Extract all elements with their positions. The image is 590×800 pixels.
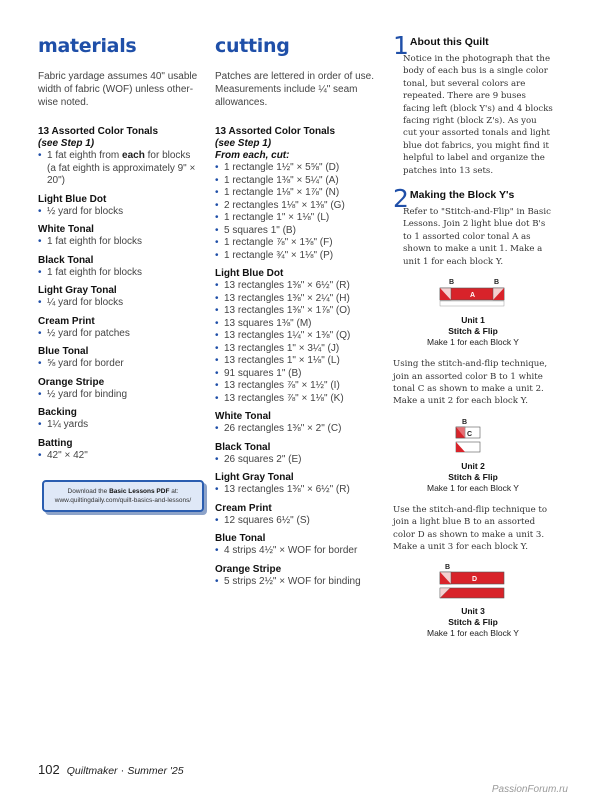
- materials-group: [38, 406, 198, 432]
- materials-group: [38, 345, 198, 371]
- step-title: Making the Block Y's: [409, 189, 515, 202]
- unit-3-method: Stitch & Flip: [448, 617, 498, 628]
- group-title: Orange Stripe: [215, 563, 282, 575]
- unit-3-note: Make 1 for each Block Y: [427, 628, 519, 639]
- unit-3-label-b: B: [445, 564, 451, 572]
- list-item: • 1 fat eighth for blocks: [38, 267, 198, 280]
- cutting-group: [215, 471, 385, 497]
- group-title: Backing: [38, 407, 77, 418]
- group-subtitle: (see Step 1): [38, 138, 95, 149]
- group-title: White Tonal: [215, 411, 271, 422]
- list-item: • 1 rectangle 1⅛" × 1⅞" (N): [215, 187, 385, 200]
- list-item: • 1¼ yards: [38, 419, 198, 432]
- download-suffix: at:: [171, 488, 179, 495]
- unit-1-method: Stitch & Flip: [448, 326, 498, 337]
- group-title: Light Gray Tonal: [38, 285, 117, 296]
- list-item: • 5 strips 2½" × WOF for binding: [215, 576, 385, 589]
- list-item: • 4 strips 4½" × WOF for border: [215, 545, 385, 558]
- list-item: • 1 rectangle 1½" × 5⅝" (D): [215, 162, 385, 175]
- unit-1-diagram: [393, 276, 553, 348]
- group-title: Blue Tonal: [38, 346, 89, 357]
- materials-group: [38, 254, 198, 280]
- step-1: [393, 31, 553, 177]
- unit-3-instructions: Use the stitch-and-flip technique to join a light blue B to an assorted color D as shown to make a unit 3. Make a unit 3 for each block Y.: [393, 504, 548, 552]
- list-item: • 42" × 42": [38, 450, 198, 463]
- list-item: • 13 squares 1⅜" (M): [215, 318, 385, 331]
- watermark: PassionForum.ru: [491, 784, 568, 795]
- unit-2-diagram: [393, 416, 553, 494]
- group-title: Black Tonal: [38, 254, 94, 266]
- list-item: • 2 rectangles 1⅛" × 1⅜" (G): [215, 200, 385, 213]
- materials-group: [38, 223, 198, 249]
- list-item: • ½ yard for binding: [38, 389, 198, 402]
- unit-2-note: Make 1 for each Block Y: [427, 482, 519, 493]
- materials-group: [38, 284, 198, 310]
- group-title: Light Blue Dot: [38, 193, 107, 205]
- unit-3-illustration: [393, 561, 553, 601]
- step-title: About this Quilt: [409, 36, 489, 48]
- cutting-group: [215, 125, 385, 262]
- magazine-name: Quiltmaker: [66, 765, 118, 777]
- materials-heading: materials: [38, 35, 137, 57]
- list-item: • 13 rectangles 1" × 1⅛" (L): [215, 355, 385, 368]
- materials-group: [38, 125, 198, 188]
- unit-2-instructions: Using the stitch-and-flip technique, join an assorted color B to 1 white tonal C as shown to make a unit 2. Make a unit 2 for each block Y.: [393, 359, 548, 407]
- footer-separator: ·: [117, 765, 128, 777]
- cutting-intro: Patches are lettered in order of use. Measurements include ¼" seam allowances.: [215, 71, 374, 108]
- step-text: Notice in the photograph that the body of each bus is a single color tonal, but several colors are repeated. There are 9 buses facing left (block Y's) and 4 blocks facing right (block Z's). As you cut your assorted tonals and light blue dot fabrics, you might find it helpful to label and organize the patches into 13 sets.: [403, 54, 553, 176]
- group-title: Cream Print: [38, 315, 95, 327]
- unit-1-label-b-left: B: [449, 279, 455, 287]
- unit-3-diagram: [393, 561, 553, 639]
- download-bold: Basic Lessons PDF: [109, 488, 170, 495]
- cutting-heading: cutting: [215, 35, 290, 57]
- list-item: • 13 rectangles 1⅜" × 6½" (R): [215, 280, 385, 293]
- list-item: • ½ yard for patches: [38, 328, 198, 341]
- group-subtitle-2: From each, cut:: [215, 150, 290, 161]
- group-title: Light Blue Dot: [215, 268, 284, 279]
- group-title: 13 Assorted Color Tonals: [215, 126, 336, 137]
- unit-1-name: Unit 1: [461, 315, 485, 326]
- unit-2-method: Stitch & Flip: [448, 471, 498, 482]
- cutting-group: [215, 532, 385, 558]
- unit-2-label-c: C: [467, 430, 473, 438]
- cutting-group: [215, 267, 385, 405]
- list-item: • 13 rectangles 1¼" × 1⅜" (Q): [215, 330, 385, 343]
- list-item: • ¼ yard for blocks: [38, 297, 198, 310]
- download-prefix: Download the: [67, 488, 108, 495]
- materials-group: [38, 437, 198, 463]
- unit-1-note: Make 1 for each Block Y: [427, 337, 519, 348]
- cutting-group: [215, 563, 385, 589]
- list-item: • 5 squares 1" (B): [215, 225, 385, 238]
- list-item: • 13 rectangles 1⅜" × 6½" (R): [215, 484, 385, 497]
- group-title: Orange Stripe: [38, 376, 105, 388]
- list-item: • ⅝ yard for border: [38, 358, 198, 371]
- download-box: [42, 480, 204, 512]
- group-title: Blue Tonal: [215, 533, 266, 544]
- unit-2-name: Unit 2: [461, 460, 485, 471]
- list-item: • 1 rectangle ¾" × 1⅛" (P): [215, 250, 385, 263]
- list-item: • 12 squares 6½" (S): [215, 515, 385, 528]
- list-item: • 13 rectangles ⅞" × 1⅛" (K): [215, 393, 385, 406]
- unit-3-patch-finished: [440, 588, 504, 598]
- unit-3-label-d: D: [472, 576, 478, 584]
- step-number: 1: [393, 31, 409, 60]
- list-item: • 26 rectangles 1⅜" × 2" (C): [215, 423, 385, 436]
- group-title: White Tonal: [38, 224, 94, 235]
- group-title: Cream Print: [215, 502, 272, 514]
- list-item: • 1 rectangle 1⅜" × 5¼" (A): [215, 175, 385, 188]
- step-number: 2: [393, 184, 409, 214]
- unit-3-name: Unit 3: [461, 606, 485, 617]
- list-item: • 13 rectangles 1⅜" × 1⅞" (O): [215, 305, 385, 318]
- group-subtitle: (see Step 1): [215, 138, 272, 149]
- list-item: • 13 rectangles 1⅜" × 2¼" (H): [215, 293, 385, 306]
- list-item: • 26 squares 2" (E): [215, 454, 385, 467]
- materials-intro: Fabric yardage assumes 40" usable width of fabric (WOF) unless other-wise noted.: [38, 71, 198, 108]
- list-item: • 1 fat eighth from each for blocks (a fat eighth is approximately 9" × 20"): [38, 150, 198, 188]
- step-text: Refer to "Stitch-and-Flip" in Basic Lessons. Join 2 light blue dot B's to 1 assorted color tonal A as shown to make a unit 1. Make a unit 1 for each block Y.: [403, 207, 551, 267]
- unit-2-illustration: [393, 416, 553, 456]
- cutting-group: [215, 410, 385, 436]
- group-title: 13 Assorted Color Tonals: [38, 126, 159, 137]
- unit-1-illustration: [393, 276, 553, 310]
- list-item: • 1 rectangle 1" × 1⅛" (L): [215, 212, 385, 225]
- list-item: • 91 squares 1" (B): [215, 368, 385, 381]
- materials-group: [38, 193, 198, 219]
- list-item: • 1 rectangle ⅞" × 1⅜" (F): [215, 237, 385, 250]
- cutting-group: [215, 441, 385, 467]
- list-item: • 13 rectangles ⅞" × 1½" (I): [215, 380, 385, 393]
- emphasis-each: each: [122, 150, 145, 161]
- materials-group: [38, 376, 198, 402]
- steps-column: [393, 31, 553, 649]
- cutting-group: [215, 502, 385, 528]
- list-item: • 1 fat eighth for blocks: [38, 236, 198, 249]
- unit-1-shadow: [440, 301, 504, 306]
- unit-1-label-b-right: B: [494, 279, 500, 287]
- materials-group: [38, 315, 198, 341]
- page-footer: [38, 762, 184, 777]
- download-link[interactable]: www.quiltingdaily.com/quilt-basics-and-lessons/: [54, 497, 192, 504]
- step-2: [393, 184, 553, 268]
- unit-2-label-b: B: [462, 418, 468, 426]
- group-title: Batting: [38, 437, 73, 449]
- issue-name: Summer '25: [127, 765, 184, 777]
- page-number: 102: [38, 762, 60, 777]
- list-item: • 13 rectangles 1" × 3¼" (J): [215, 343, 385, 356]
- cutting-column: [215, 34, 385, 593]
- materials-column: [38, 34, 198, 512]
- group-title: Light Gray Tonal: [215, 472, 294, 483]
- unit-1-label-a: A: [470, 292, 476, 300]
- list-item: • ½ yard for blocks: [38, 206, 198, 219]
- group-title: Black Tonal: [215, 441, 271, 453]
